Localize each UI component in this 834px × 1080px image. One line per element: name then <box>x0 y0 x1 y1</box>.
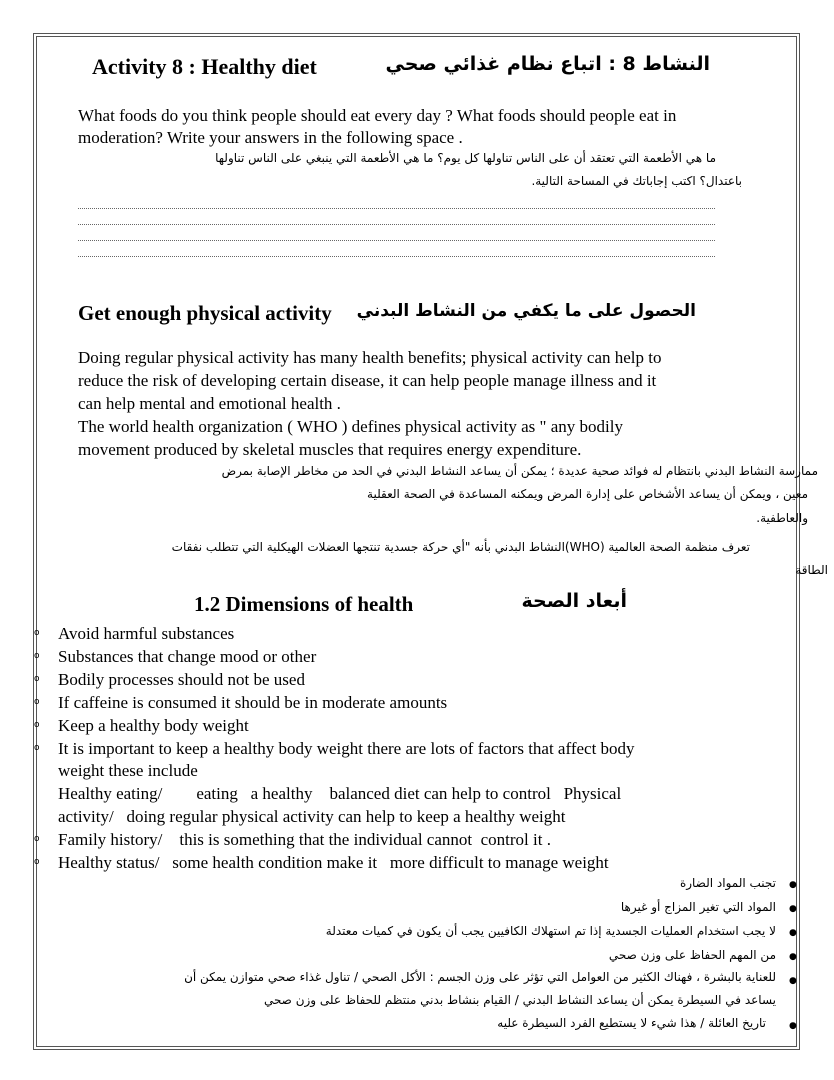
physical-paragraph-line-5: movement produced by skeletal muscles that requires energy expenditure. <box>78 440 582 459</box>
list-item-continued: Healthy eating/ eating a healthy balanced diet can help to control Physical <box>58 784 622 803</box>
list-item-continued: activity/ doing regular physical activity can help to keep a healthy weight <box>58 807 566 826</box>
bullet-dot-icon: ● <box>789 904 797 914</box>
physical-ar-line-1: ممارسة النشاط البدني بانتظام له فوائد صحية عديدة ؛ يمكن أن يساعد النشاط البدني في الحد من مخاطر الإصابة بمرض <box>221 464 818 478</box>
list-item-continued: weight these include <box>58 761 198 780</box>
ar-list-item: للعناية بالبشرة ، فهناك الكثير من العوامل التي تؤثر على وزن الجسم : الأكل الصحي / تناول غذاء صحي متوازن يمكن أن <box>184 970 776 984</box>
answer-line-3[interactable] <box>78 240 715 241</box>
bullet-circle-icon: o <box>34 697 40 707</box>
physical-paragraph-line-2: reduce the risk of developing certain disease, it can help people manage illness and it <box>78 371 657 390</box>
physical-title-ar: الحصول على ما يكفي من النشاط البدني <box>356 301 696 321</box>
bullet-dot-icon: ● <box>789 976 797 986</box>
list-item: Keep a healthy body weight <box>58 716 249 735</box>
bullet-circle-icon: o <box>34 857 40 867</box>
bullet-dot-icon: ● <box>789 1021 797 1031</box>
list-item: It is important to keep a healthy body weight there are lots of factors that affect body <box>58 739 635 758</box>
ar-list-item: تاريخ العائلة / هذا شيء لا يستطيع الفرد السيطرة عليه <box>497 1016 766 1030</box>
ar-list-item: المواد التي تغير المزاج أو غيرها <box>620 900 776 914</box>
ar-list-item: لا يجب استخدام العمليات الجسدية إذا تم استهلاك الكافيين يجب أن يكون في كميات معتدلة <box>325 924 776 938</box>
physical-ar-line-5: الطاقة <box>795 563 828 577</box>
bullet-dot-icon: ● <box>789 880 797 890</box>
physical-title-en: Get enough physical activity <box>78 301 332 325</box>
ar-list-item: تجنب المواد الضارة <box>679 876 776 890</box>
answer-line-2[interactable] <box>78 224 715 225</box>
physical-ar-line-2: معين ، ويمكن أن يساعد الأشخاص على إدارة المرض ويمكنه المساعدة في الصحة العقلية <box>367 487 808 501</box>
dimensions-title-en: 1.2 Dimensions of health <box>194 592 414 616</box>
question-ar-line-2: باعتدال؟ اكتب إجاباتك في المساحة التالية. <box>531 174 742 188</box>
question-ar-line-1: ما هي الأطعمة التي تعتقد أن على الناس تناولها كل يوم؟ ما هي الأطعمة التي ينبغي على الناس تناولها <box>215 151 716 165</box>
bullet-circle-icon: o <box>34 743 40 753</box>
ar-list-item: من المهم الحفاظ على وزن صحي <box>608 948 776 962</box>
bullet-circle-icon: o <box>34 720 40 730</box>
answer-line-4[interactable] <box>78 256 715 257</box>
list-item: Avoid harmful substances <box>58 624 235 643</box>
ar-list-item-continued: يساعد في السيطرة يمكن أن يساعد النشاط البدني / القيام بنشاط بدني منتظم للحفاظ على وزن صحي <box>263 993 776 1007</box>
list-item: If caffeine is consumed it should be in moderate amounts <box>58 693 448 712</box>
bullet-circle-icon: o <box>34 628 40 638</box>
bullet-circle-icon: o <box>34 834 40 844</box>
list-item: Healthy status/ some health condition make it more difficult to manage weight <box>58 853 609 872</box>
activity-title-en: Activity 8 : Healthy diet <box>92 54 317 79</box>
physical-paragraph-line-4: The world health organization ( WHO ) defines physical activity as " any bodily <box>78 417 623 436</box>
dimensions-title-ar: أبعاد الصحة <box>521 590 627 612</box>
question-en-line-2: moderation? Write your answers in the following space . <box>78 128 463 147</box>
physical-ar-line-4: تعرف منظمة الصحة العالمية (WHO)النشاط البدني بأنه "أي حركة جسدية تنتجها العضلات الهيكلية التي تتطلب نفقات <box>171 540 750 554</box>
list-item: Family history/ this is something that the individual cannot control it . <box>58 830 551 849</box>
bullet-circle-icon: o <box>34 651 40 661</box>
bullet-circle-icon: o <box>34 674 40 684</box>
physical-paragraph-line-1: Doing regular physical activity has many health benefits; physical activity can help to <box>78 348 662 367</box>
physical-paragraph-line-3: can help mental and emotional health . <box>78 394 341 413</box>
list-item: Substances that change mood or other <box>58 647 317 666</box>
bullet-dot-icon: ● <box>789 952 797 962</box>
physical-ar-line-3: والعاطفية. <box>756 511 808 525</box>
question-en-line-1: What foods do you think people should eat every day ? What foods should people eat in <box>78 106 677 125</box>
list-item: Bodily processes should not be used <box>58 670 305 689</box>
activity-title-ar: النشاط 8 : اتباع نظام غذائي صحي <box>385 53 710 75</box>
bullet-dot-icon: ● <box>789 928 797 938</box>
answer-line-1[interactable] <box>78 208 715 209</box>
